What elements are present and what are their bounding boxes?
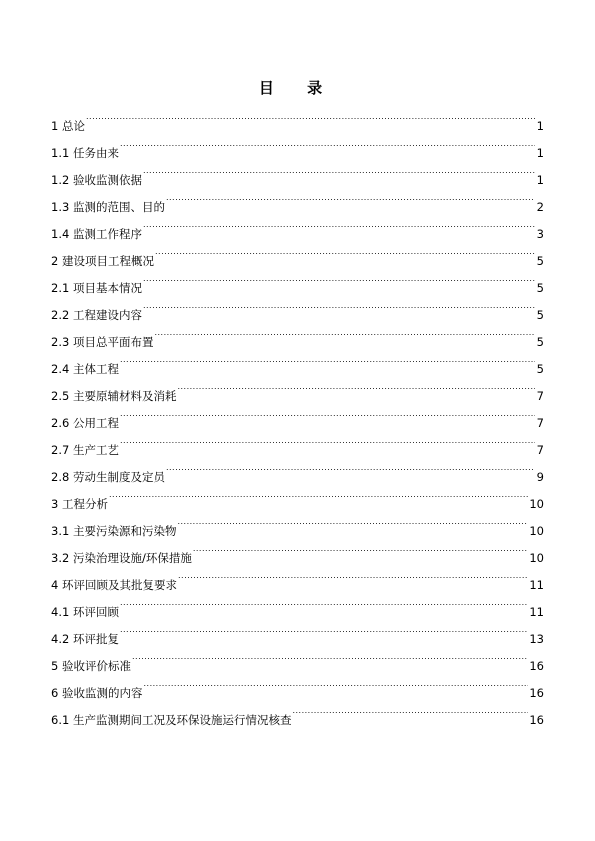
toc-entry-page-number: 16 [529, 713, 544, 727]
toc-dot-leader [166, 454, 535, 481]
toc-entry-page-number: 9 [536, 470, 544, 484]
toc-entry-title: 4.2 环评批复 [51, 632, 119, 646]
toc-entry[interactable] [51, 643, 544, 673]
toc-entry-page-number: 5 [536, 335, 544, 349]
toc-entry[interactable] [51, 400, 544, 430]
toc-dot-leader [292, 697, 528, 724]
toc-entry[interactable] [51, 373, 544, 403]
toc-dot-leader [193, 535, 529, 562]
toc-dot-leader [177, 508, 528, 535]
toc-entry-page-number: 7 [536, 416, 544, 430]
toc-entry-title: 2.7 生产工艺 [51, 443, 119, 457]
toc-entry-page-number: 5 [536, 281, 544, 295]
toc-dot-leader [143, 292, 535, 319]
toc-dot-leader [120, 130, 535, 157]
toc-entry-title: 2.5 主要原辅材料及消耗 [51, 389, 177, 403]
toc-entry[interactable] [51, 589, 544, 619]
toc-entry-title: 4 环评回顾及其批复要求 [51, 578, 177, 592]
toc-entry-title: 2.1 项目基本情况 [51, 281, 142, 295]
toc-dot-leader [155, 238, 535, 265]
toc-entry-title: 4.1 环评回顾 [51, 605, 119, 619]
toc-dot-leader [132, 643, 528, 670]
toc-dot-leader [143, 157, 535, 184]
toc-entry-page-number: 16 [529, 659, 544, 673]
toc-dot-leader [120, 346, 535, 373]
toc-dot-leader [86, 103, 535, 130]
toc-entry-page-number: 10 [529, 497, 544, 511]
toc-entry-page-number: 5 [536, 254, 544, 268]
toc-entry-title: 6.1 生产监测期间工况及环保设施运行情况核查 [51, 713, 292, 727]
toc-entry-page-number: 16 [529, 686, 544, 700]
toc-entry-title: 2.4 主体工程 [51, 362, 119, 376]
toc-dot-leader [120, 427, 535, 454]
toc-dot-leader [143, 265, 535, 292]
toc-entry-page-number: 11 [529, 578, 544, 592]
toc-dot-leader [143, 211, 535, 238]
toc-entry-page-number: 2 [536, 200, 544, 214]
toc-entry-page-number: 7 [536, 389, 544, 403]
toc-entry-page-number: 11 [529, 605, 544, 619]
toc-dot-leader [120, 400, 535, 427]
toc-entry-page-number: 5 [536, 362, 544, 376]
toc-entry-title: 2.6 公用工程 [51, 416, 119, 430]
toc-entry-title: 3.1 主要污染源和污染物 [51, 524, 177, 538]
toc-list [51, 103, 544, 727]
toc-dot-leader [120, 616, 528, 643]
toc-entry-page-number: 1 [536, 173, 544, 187]
toc-dot-leader [177, 373, 535, 400]
toc-entry[interactable] [51, 616, 544, 646]
toc-entry[interactable] [51, 130, 544, 160]
toc-entry-title: 1.3 监测的范围、目的 [51, 200, 165, 214]
toc-entry[interactable] [51, 508, 544, 538]
toc-entry[interactable] [51, 346, 544, 376]
toc-entry[interactable] [51, 454, 544, 484]
toc-entry-page-number: 13 [529, 632, 544, 646]
toc-entry-title: 3 工程分析 [51, 497, 108, 511]
toc-entry-page-number: 5 [536, 308, 544, 322]
toc-entry-title: 2.2 工程建设内容 [51, 308, 142, 322]
toc-entry-title: 1.2 验收监测依据 [51, 173, 142, 187]
toc-entry-page-number: 1 [536, 119, 544, 133]
toc-entry-page-number: 1 [536, 146, 544, 160]
toc-dot-leader [120, 589, 528, 616]
toc-entry-title: 6 验收监测的内容 [51, 686, 143, 700]
toc-entry-title: 1 总论 [51, 119, 85, 133]
toc-entry[interactable] [51, 481, 544, 511]
toc-entry-page-number: 10 [529, 524, 544, 538]
toc-entry-page-number: 7 [536, 443, 544, 457]
toc-dot-leader [109, 481, 528, 508]
toc-dot-leader [166, 184, 535, 211]
toc-entry-page-number: 10 [529, 551, 544, 565]
toc-dot-leader [143, 670, 528, 697]
toc-entry-title: 1.4 监测工作程序 [51, 227, 142, 241]
toc-entry-title: 2.3 项目总平面布置 [51, 335, 154, 349]
toc-entry[interactable] [51, 427, 544, 457]
toc-entry-title: 2 建设项目工程概况 [51, 254, 154, 268]
toc-dot-leader [154, 319, 535, 346]
toc-entry-title: 3.2 污染治理设施/环保措施 [51, 551, 192, 565]
toc-dot-leader [178, 562, 528, 589]
toc-entry-page-number: 3 [536, 227, 544, 241]
toc-entry-title: 5 验收评价标准 [51, 659, 131, 673]
toc-title: 目 录 [258, 79, 337, 97]
toc-entry-title: 1.1 任务由来 [51, 146, 119, 160]
toc-entry[interactable] [51, 103, 544, 133]
toc-entry[interactable] [51, 157, 544, 187]
toc-entry-title: 2.8 劳动生制度及定员 [51, 470, 165, 484]
